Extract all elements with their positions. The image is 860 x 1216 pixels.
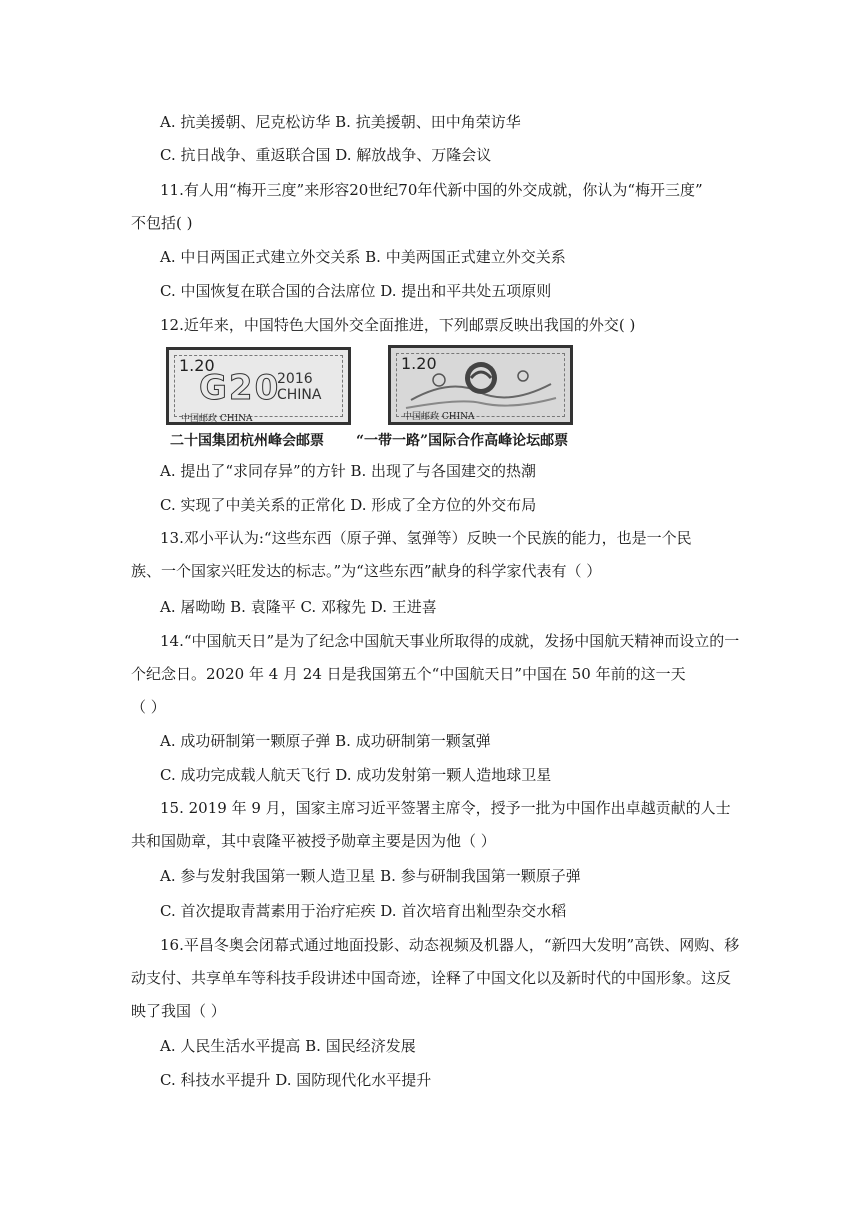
q16-options-cd: C. 科技水平提升 D. 国防现代化水平提升	[160, 1071, 432, 1089]
q14-options-cd: C. 成功完成载人航天飞行 D. 成功发射第一颗人造地球卫星	[160, 766, 552, 784]
q12-stem: 12.近年来，中国特色大国外交全面推进，下列邮票反映出我国的外交( )	[160, 316, 636, 334]
stamp1-value: 1.20	[179, 356, 215, 375]
q11-options-ab: A. 中日两国正式建立外交关系 B. 中美两国正式建立外交关系	[160, 248, 566, 266]
belt-road-stamp-image	[388, 345, 573, 425]
q11-stem: 11.有人用“梅开三度”来形容20世纪70年代新中国的外交成就，你认为“梅开三度”	[160, 181, 703, 199]
q12-options-cd: C. 实现了中美关系的正常化 D. 形成了全方位的外交布局	[160, 496, 537, 514]
q15-options-ab: A. 参与发射我国第一颗人造卫星 B. 参与研制我国第一颗原子弹	[160, 867, 581, 885]
q10-options-cd: C. 抗日战争、重返联合国 D. 解放战争、万隆会议	[160, 146, 492, 164]
stamp2-caption: “一带一路”国际合作高峰论坛邮票	[356, 433, 569, 449]
q15-stem: 15. 2019 年 9 月，国家主席习近平签署主席令，授予一批为中国作出卓越贡献的人士共和国勋章，其中袁隆平被授予勋章主要是因为他（ ）	[131, 799, 731, 850]
stamp2-value: 1.20	[401, 354, 437, 373]
q16-stem: 16.平昌冬奥会闭幕式通过地面投影、动态视频及机器人，“新四大发明”高铁、网购、移动支付、共享单车等科技手段讲述中国奇迹，诠释了中国文化以及新时代的中国形象。这反映了我国（ ）	[131, 936, 740, 1020]
q13-stem: 13.邓小平认为:“这些东西（原子弹、氢弹等）反映一个民族的能力，也是一个民族、一个国家兴旺发达的标志。”为“这些东西”献身的科学家代表有（ ）	[131, 529, 692, 580]
g20-stamp-image	[166, 347, 351, 425]
q14-stem-cont: （ ）	[131, 698, 166, 716]
q11-stem-cont: 不包括( )	[131, 214, 193, 232]
stamp1-post: 中国邮政 CHINA	[181, 414, 253, 424]
q13-options: A. 屠呦呦 B. 袁隆平 C. 邓稼先 D. 王进喜	[160, 598, 437, 616]
q16-options-ab: A. 人民生活水平提高 B. 国民经济发展	[160, 1037, 416, 1055]
stamp1-logo: G20	[199, 368, 281, 408]
stamp2-post: 中国邮政 CHINA	[403, 412, 475, 422]
q11-options-cd: C. 中国恢复在联合国的合法席位 D. 提出和平共处五项原则	[160, 282, 552, 300]
stamp1-caption: 二十国集团杭州峰会邮票	[170, 433, 324, 449]
q15-options-cd: C. 首次提取青蒿素用于治疗疟疾 D. 首次培育出籼型杂交水稻	[160, 902, 567, 920]
q14-options-ab: A. 成功研制第一颗原子弹 B. 成功研制第一颗氢弹	[160, 732, 491, 750]
q10-options-ab: A. 抗美援朝、尼克松访华 B. 抗美援朝、田中角荣访华	[160, 113, 521, 131]
stamp1-year: 2016	[277, 371, 313, 387]
q14-stem: 14.“中国航天日”是为了纪念中国航天事业所取得的成就，发扬中国航天精神而设立的一个纪念日。2020 年 4 月 24 日是我国第五个“中国航天日”中国在 50 年前的这一天	[131, 632, 740, 683]
q12-options-ab: A. 提出了“求同存异”的方针 B. 出现了与各国建交的热潮	[160, 462, 537, 480]
stamp1-country: CHINA	[277, 387, 322, 403]
